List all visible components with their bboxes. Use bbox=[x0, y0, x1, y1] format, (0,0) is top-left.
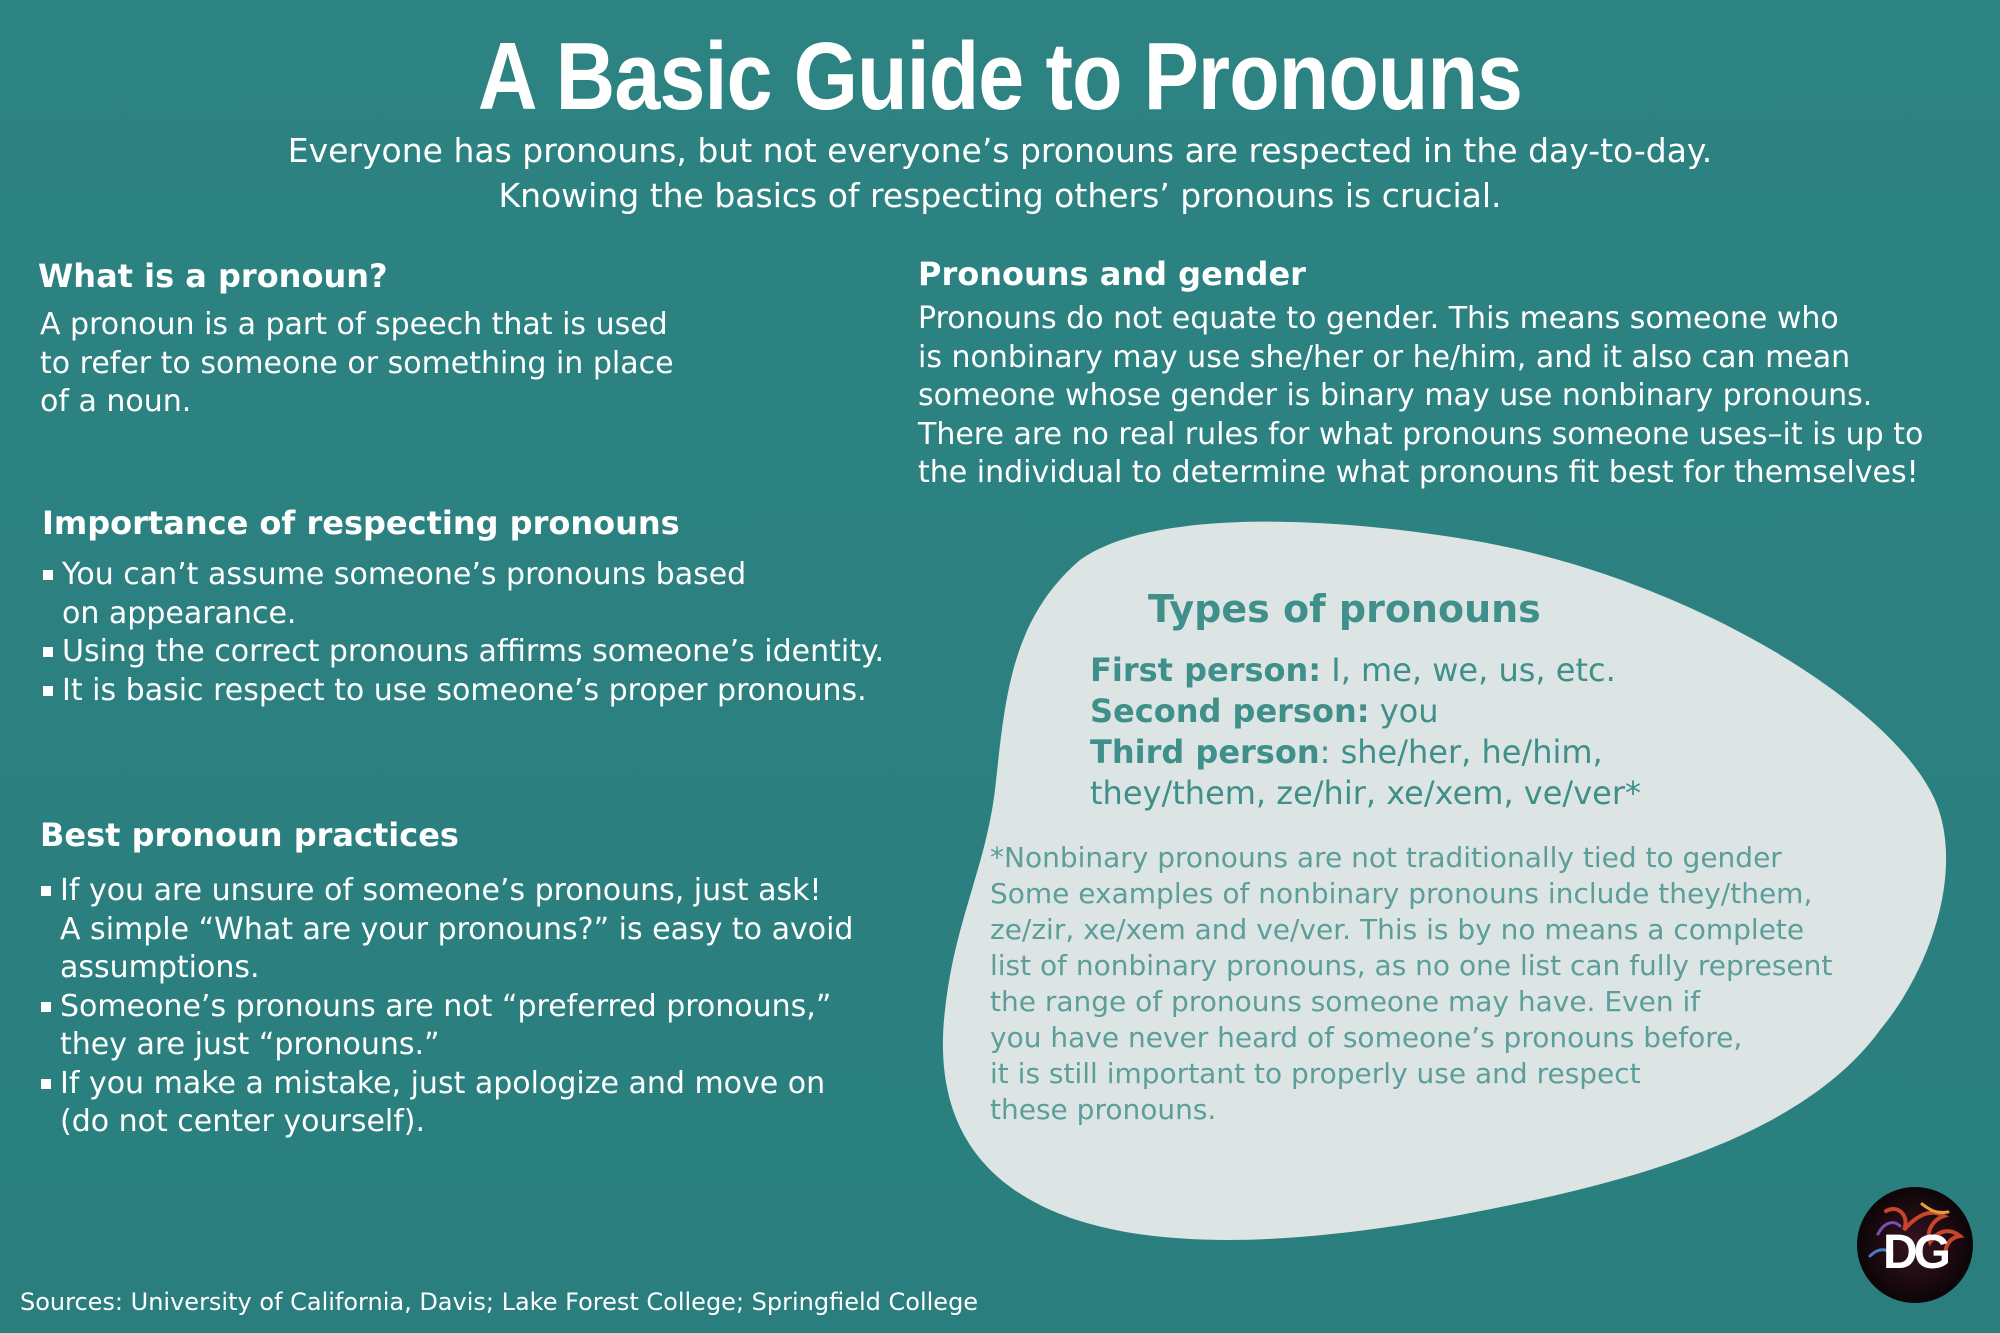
third-person-label: Third person bbox=[1090, 733, 1320, 771]
logo-text: DG bbox=[1883, 1226, 1947, 1279]
second-person-value: you bbox=[1369, 692, 1439, 730]
third-person-value: : she/her, he/him, bbox=[1319, 733, 1603, 771]
types-list bbox=[1090, 650, 1641, 814]
best-practices-heading: Best pronoun practices bbox=[40, 816, 459, 854]
bullet-line: (do not center yourself). bbox=[60, 1104, 426, 1139]
second-person-row bbox=[1090, 691, 1641, 732]
bullet-line: assumptions. bbox=[60, 950, 260, 985]
note-line: it is still important to properly use and respect bbox=[990, 1057, 1641, 1090]
bullet-line: It is basic respect to use someone’s proper pronouns. bbox=[62, 672, 867, 708]
gender-line: Pronouns do not equate to gender. This means someone who bbox=[918, 301, 1839, 336]
bullet-line: If you make a mistake, just apologize and move on bbox=[60, 1065, 826, 1101]
gender-line: is nonbinary may use she/her or he/him, and it also can mean bbox=[918, 339, 1851, 375]
sources-footer: Sources: University of California, Davis; Lake Forest College; Springfield College bbox=[20, 1288, 979, 1316]
gender-line: There are no real rules for what pronouns someone uses–it is up to bbox=[918, 416, 1924, 452]
gender-line: the individual to determine what pronouns fit best for themselves! bbox=[918, 455, 1919, 490]
third-person-row bbox=[1090, 732, 1641, 773]
what-is-pronoun-heading: What is a pronoun? bbox=[38, 257, 388, 295]
first-person-row bbox=[1090, 650, 1641, 691]
what-is-line: A pronoun is a part of speech that is used bbox=[40, 307, 668, 342]
gender-line: someone whose gender is binary may use nonbinary pronouns. bbox=[918, 378, 1873, 413]
nonbinary-note bbox=[990, 840, 1920, 1128]
bullet-line: Someone’s pronouns are not “preferred pronouns,” bbox=[60, 988, 832, 1024]
note-line: the range of pronouns someone may have. Even if bbox=[990, 985, 1701, 1018]
what-is-line: of a noun. bbox=[40, 384, 192, 419]
note-line: Some examples of nonbinary pronouns include they/them, bbox=[990, 877, 1813, 910]
bullet-line: Using the correct pronouns affirms someone’s identity. bbox=[62, 634, 884, 669]
note-line: ze/zir, xe/xem and ve/ver. This is by no means a complete bbox=[990, 913, 1805, 946]
note-line: these pronouns. bbox=[990, 1093, 1217, 1126]
bullet-line: A simple “What are your pronouns?” is easy to avoid bbox=[60, 911, 854, 947]
bullet-line: on appearance. bbox=[62, 595, 297, 631]
second-person-label: Second person: bbox=[1090, 692, 1370, 730]
first-person-label: First person: bbox=[1090, 651, 1322, 689]
bullet-line: If you are unsure of someone’s pronouns, just ask! bbox=[60, 873, 822, 908]
what-is-line: to refer to someone or something in place bbox=[40, 345, 674, 381]
page-title: A Basic Guide to Pronouns bbox=[477, 23, 1523, 130]
note-line: you have never heard of someone’s pronouns before, bbox=[990, 1021, 1743, 1054]
dg-logo bbox=[1856, 1186, 1974, 1304]
first-person-value: I, me, we, us, etc. bbox=[1321, 651, 1616, 689]
pronouns-gender-heading: Pronouns and gender bbox=[918, 255, 1306, 293]
bullet-line: You can’t assume someone’s pronouns based bbox=[62, 557, 747, 592]
importance-heading: Importance of respecting pronouns bbox=[42, 504, 680, 542]
third-person-row-continued: they/them, ze/hir, xe/xem, ve/ver* bbox=[1090, 774, 1641, 812]
types-heading: Types of pronouns bbox=[1148, 587, 1541, 631]
subtitle-line-1: Everyone has pronouns, but not everyone’s pronouns are respected in the day-to-day. bbox=[287, 131, 1713, 170]
bullet-line: they are just “pronouns.” bbox=[60, 1027, 440, 1062]
subtitle-line-2: Knowing the basics of respecting others’ pronouns is crucial. bbox=[498, 176, 1502, 215]
note-line: list of nonbinary pronouns, as no one list can fully represent bbox=[990, 949, 1833, 982]
note-line: *Nonbinary pronouns are not traditionally tied to gender bbox=[990, 841, 1782, 874]
